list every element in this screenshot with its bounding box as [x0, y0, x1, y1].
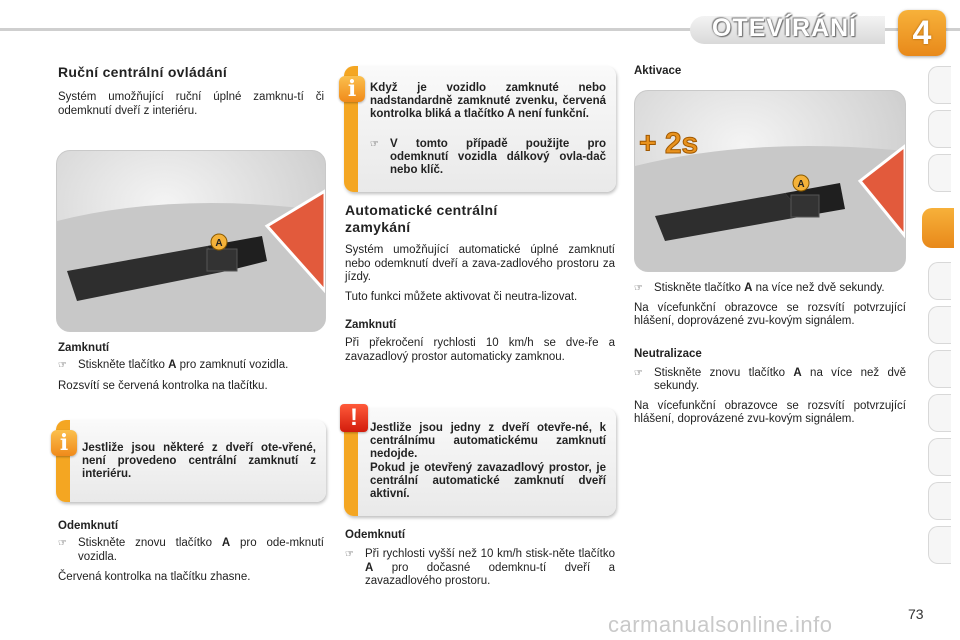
pointing-hand-icon: ☞ [58, 360, 67, 371]
duration-label: + 2s [639, 127, 699, 160]
instruction-note: Rozsvítí se červená kontrolka na tlačítku. [58, 379, 268, 392]
pointing-hand-icon: ☞ [634, 283, 643, 294]
info-icon: i [51, 430, 77, 456]
dashboard-photo-left [56, 150, 326, 332]
pointing-hand-icon: ☞ [370, 139, 379, 150]
instruction-note: Na vícefunkční obrazovce se rozsvítí potvrzující hlášení, doprovázené zvu-kovým signálem. [634, 399, 906, 425]
subsection-heading: Odemknutí [345, 529, 406, 541]
info-text: Jestliže jsou některé z dveří ote-vřené, není provedeno centrální zamknutí z interiéru. [82, 442, 316, 480]
lock-button-illustration [57, 151, 325, 331]
subsection-heading: Odemknutí [58, 520, 119, 532]
pointing-hand-icon: ☞ [634, 367, 643, 379]
pointing-hand-icon: ☞ [58, 538, 67, 549]
info-box-left [56, 420, 326, 502]
info-text: Když je vozidlo zamknuté nebo nadstandardně zamknuté zvenku, červená kontrolka bliká a tlačítko A není funkční. [370, 82, 606, 120]
warning-box-middle [344, 408, 616, 516]
chapter-tab[interactable] [928, 482, 951, 520]
page-title: OTEVÍRÁNÍ [712, 14, 858, 42]
dashboard-photo-right [634, 90, 906, 272]
page-number: 73 [908, 606, 924, 622]
info-box-middle [344, 66, 616, 192]
pointing-hand-icon: ☞ [345, 549, 354, 560]
warning-icon: ! [340, 404, 368, 432]
info-icon: i [339, 76, 365, 102]
instruction-bullet: ☞ Stiskněte znovu tlačítko A pro ode-mknutí vozidla. [58, 537, 324, 563]
watermark: carmanualsonline.info [608, 612, 833, 637]
middle-column [345, 202, 615, 364]
subsection-heading: Zamknutí [345, 319, 397, 331]
right-column [634, 64, 906, 78]
section-intro: Systém umožňující automatické úplné zamknutí nebo odemknutí dveří a zava-zadlového prostoru za jízdy. [345, 244, 615, 283]
info-bullet: ☞ V tomto případě použijte pro odemknutí vozidla dálkový ovla-dač nebo klíč. [370, 138, 606, 176]
chapter-tab[interactable] [928, 154, 951, 192]
section-heading: Automatické centrální zamykání [345, 202, 498, 235]
left-column-unlock [58, 519, 324, 585]
hold-button-illustration [635, 91, 905, 271]
left-column [58, 64, 324, 118]
subsection-heading: Neutralizace [634, 347, 702, 360]
warning-text: Pokud je otevřený zavazadlový prostor, je centrální automatické zamknutí dveří aktivní. [370, 462, 606, 500]
subsection-heading: Aktivace [634, 65, 682, 77]
instruction-bullet: ☞ Stiskněte tlačítko A pro zamknutí vozidla. [58, 359, 289, 371]
chapter-tab-active[interactable] [922, 208, 954, 248]
section-intro: Tuto funkci můžete aktivovat či neutra-lizovat. [345, 290, 578, 303]
chapter-tabs [928, 66, 960, 576]
instruction-note: Při překročení rychlosti 10 km/h se dve-ře a zavazadlový prostor automaticky zamknou. [345, 337, 615, 363]
right-column-text [634, 282, 906, 427]
chapter-tab[interactable] [928, 262, 951, 300]
chapter-tab[interactable] [928, 306, 951, 344]
chapter-badge: 4 [898, 10, 946, 56]
chapter-tab[interactable] [928, 110, 951, 148]
section-intro: Systém umožňující ruční úplné zamknu-tí či odemknutí dveří z interiéru. [58, 91, 324, 117]
subsection-heading: Zamknutí [58, 342, 110, 354]
callout-label: A [215, 238, 223, 249]
chapter-tab[interactable] [928, 66, 951, 104]
chapter-tab[interactable] [928, 394, 951, 432]
chapter-tab[interactable] [928, 350, 951, 388]
section-heading: Ruční centrální ovládání [58, 64, 228, 80]
chapter-tab[interactable] [928, 526, 951, 564]
chapter-tab[interactable] [928, 438, 951, 476]
instruction-note: Červená kontrolka na tlačítku zhasne. [58, 571, 251, 583]
middle-column-unlock [345, 528, 615, 589]
instruction-bullet: ☞ Při rychlosti vyšší než 10 km/h stisk-něte tlačítko A pro dočasné odemknu-tí dveří a zavazadlového prostoru. [345, 548, 615, 587]
instruction-bullet: ☞ Stiskněte tlačítko A na více než dvě sekundy. [634, 282, 885, 294]
callout-label: A [797, 179, 805, 190]
instruction-bullet: ☞ Stiskněte znovu tlačítko A na více než dvě sekundy. [634, 366, 906, 392]
left-column-lock [58, 341, 324, 393]
warning-text: Jestliže jsou jedny z dveří otevře-né, k centrálnímu automatickému zamknutí nedojde. [370, 422, 606, 460]
instruction-note: Na vícefunkční obrazovce se rozsvítí potvrzující hlášení, doprovázené zvu-kovým signálem. [634, 301, 906, 327]
